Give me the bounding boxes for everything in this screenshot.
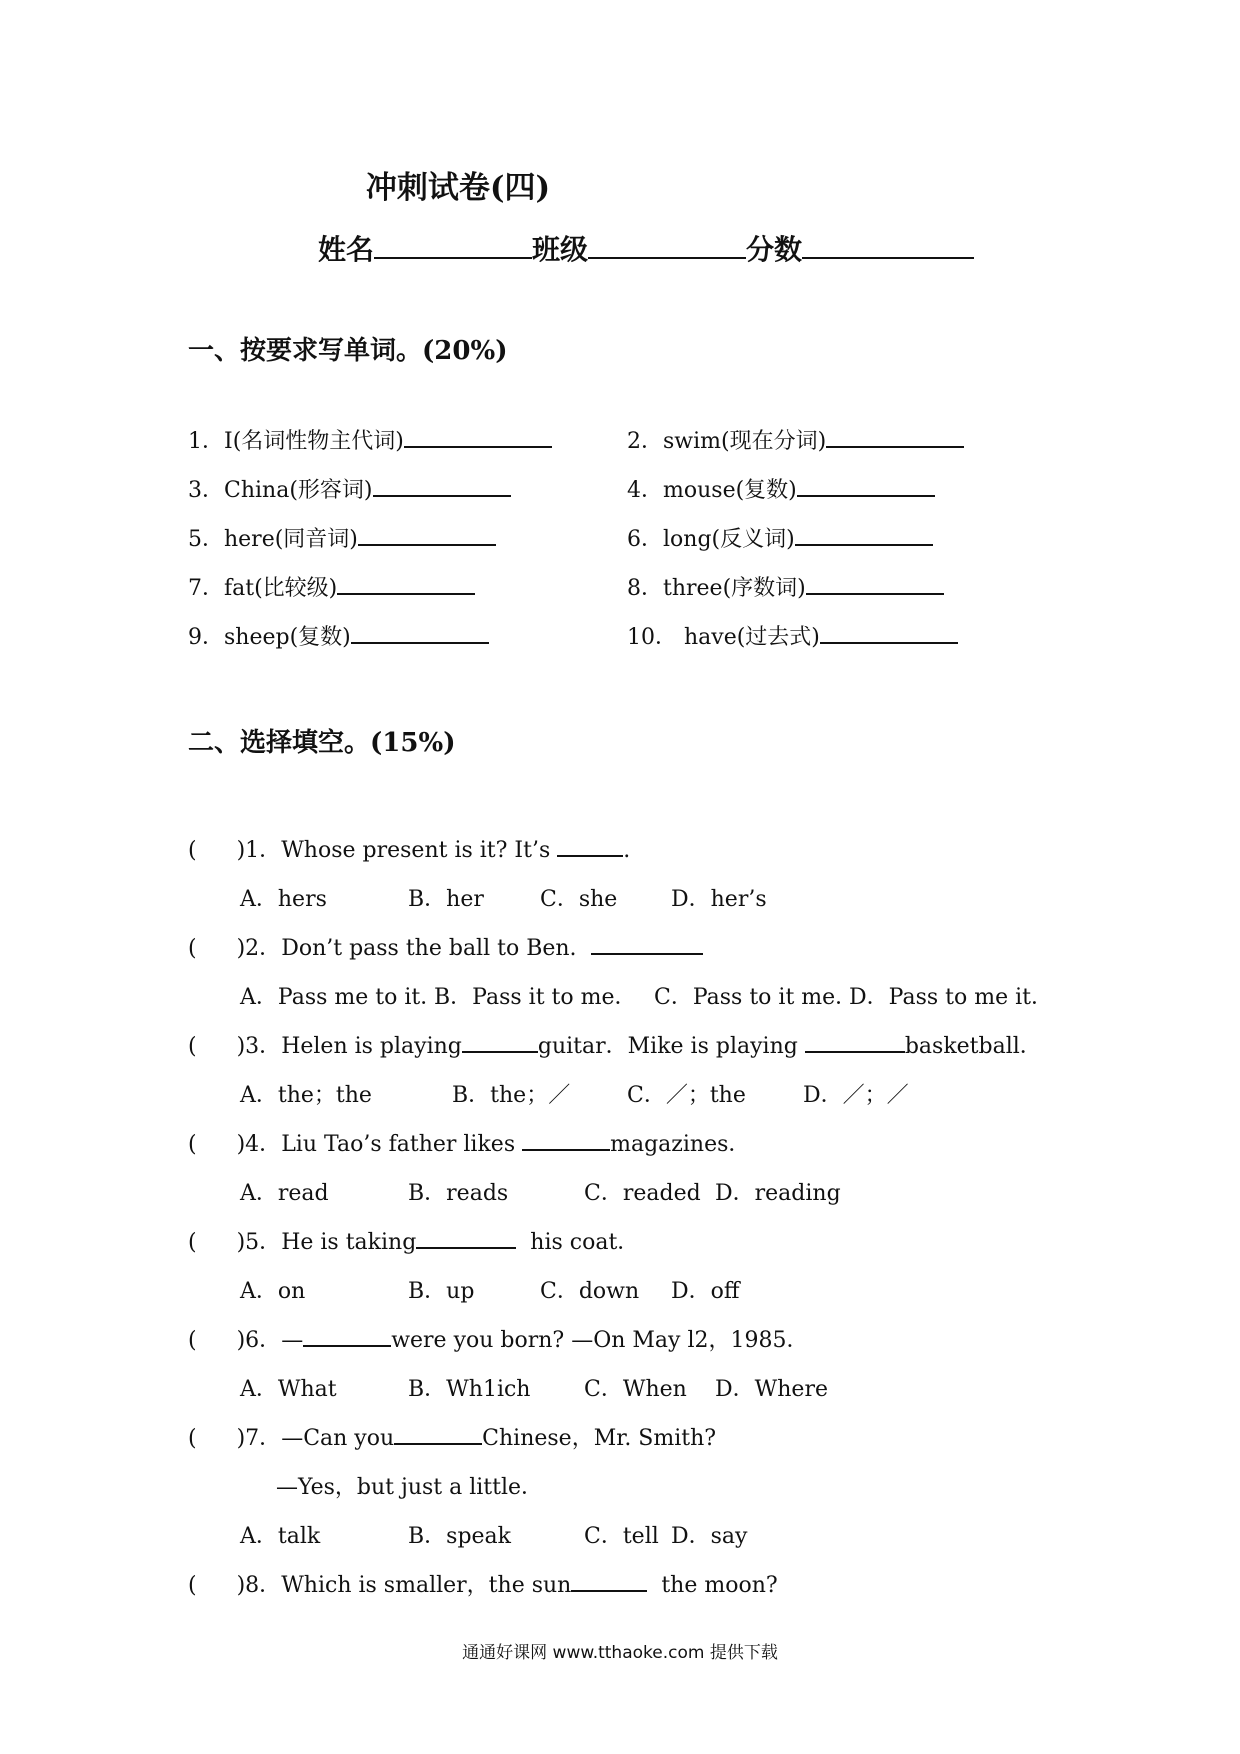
option-a[interactable]: A．the；the [240, 1083, 372, 1108]
answer-blank[interactable] [591, 931, 703, 955]
answer-blank[interactable] [394, 1421, 482, 1445]
option-d[interactable]: D．Where [715, 1377, 828, 1402]
option-c[interactable]: C．When [584, 1377, 687, 1402]
question-1: ( )1．Whose present is it? It’s . [188, 833, 630, 864]
answer-blank[interactable] [373, 473, 511, 497]
score-blank[interactable] [802, 233, 974, 259]
word-item: 3．China(形容词) [188, 473, 511, 504]
answer-blank[interactable] [557, 833, 623, 857]
page-footer: 通通好课网 www.tthaoke.com 提供下载 [462, 1643, 778, 1663]
answer-paren[interactable]: ( [188, 1328, 197, 1353]
option-b[interactable]: B．the；／ [452, 1083, 571, 1108]
option-b[interactable]: B．reads [408, 1181, 509, 1206]
answer-blank[interactable] [805, 1029, 905, 1053]
question-7-reply: —Yes，but just a little． [276, 1475, 544, 1500]
question-5: ( )5．He is taking his coat． [188, 1225, 639, 1256]
answer-blank[interactable] [795, 522, 933, 546]
option-a[interactable]: A．Pass me to it． [240, 985, 443, 1010]
word-item: 9．sheep(复数) [188, 620, 489, 651]
option-c[interactable]: C．down [540, 1279, 640, 1304]
word-item: 8．three(序数词) [627, 571, 944, 602]
question-7: ( )7．—Can you Chinese，Mr. Smith? [188, 1421, 716, 1452]
answer-blank[interactable] [358, 522, 496, 546]
question-6: ( )6．— were you born? —On May l2，1985． [188, 1323, 809, 1354]
word-item: 10． have(过去式) [627, 620, 958, 651]
option-b[interactable]: B．up [408, 1279, 475, 1304]
option-a[interactable]: A．read [240, 1181, 329, 1206]
option-b[interactable]: B．her [408, 887, 484, 912]
answer-blank[interactable] [820, 620, 958, 644]
option-a[interactable]: A．on [240, 1279, 306, 1304]
score-label: 分数 [746, 233, 803, 266]
word-item: 1．I(名词性物主代词) [188, 424, 552, 455]
option-d[interactable]: D．say [671, 1524, 748, 1549]
question-4: ( )4．Liu Tao’s father likes magazines． [188, 1127, 750, 1158]
word-item: 2．swim(现在分词) [627, 424, 964, 455]
class-blank[interactable] [588, 233, 746, 259]
answer-blank[interactable] [806, 571, 944, 595]
section2-heading: 二、选择填空。(15%) [188, 728, 456, 758]
option-d[interactable]: D．／；／ [803, 1083, 909, 1108]
question-8: ( )8．Which is smaller，the sun the moon? [188, 1568, 778, 1599]
page-title: 冲刺试卷(四) [365, 170, 551, 206]
section1-heading: 一、按要求写单词。(20%) [188, 336, 508, 366]
option-a[interactable]: A．hers [240, 887, 327, 912]
option-d[interactable]: D．her’s [671, 887, 767, 912]
word-item: 4．mouse(复数) [627, 473, 935, 504]
option-c[interactable]: C．／；the [627, 1083, 746, 1108]
option-a[interactable]: A．What [240, 1377, 337, 1402]
option-a[interactable]: A．talk [240, 1524, 321, 1549]
answer-blank[interactable] [416, 1225, 516, 1249]
answer-paren[interactable]: ( [188, 1132, 197, 1157]
word-item: 7．fat(比较级) [188, 571, 475, 602]
option-d[interactable]: D．off [671, 1279, 740, 1304]
name-label: 姓名 [318, 233, 375, 266]
answer-blank[interactable] [337, 571, 475, 595]
answer-blank[interactable] [404, 424, 552, 448]
option-d[interactable]: D．Pass to me it． [849, 985, 1053, 1010]
answer-blank[interactable] [522, 1127, 610, 1151]
class-label: 班级 [532, 233, 589, 266]
answer-blank[interactable] [797, 473, 935, 497]
option-c[interactable]: C．Pass to it me． [654, 985, 858, 1010]
question-2: ( )2．Don’t pass the ball to Ben. [188, 931, 703, 962]
option-b[interactable]: B．speak [408, 1524, 512, 1549]
answer-paren[interactable]: ( [188, 1573, 197, 1598]
option-c[interactable]: C．she [540, 887, 618, 912]
answer-paren[interactable]: ( [188, 1034, 197, 1059]
question-3: ( )3．Helen is playing guitar．Mike is playing basketball． [188, 1029, 1042, 1060]
answer-paren[interactable]: ( [188, 936, 197, 961]
option-b[interactable]: B．Wh1ich [408, 1377, 531, 1402]
student-info-line [318, 228, 974, 268]
answer-paren[interactable]: ( [188, 1230, 197, 1255]
answer-blank[interactable] [303, 1323, 391, 1347]
option-c[interactable]: C．readed [584, 1181, 701, 1206]
option-b[interactable]: B．Pass it to me． [434, 985, 637, 1010]
answer-blank[interactable] [571, 1568, 647, 1592]
word-item: 5．here(同音词) [188, 522, 496, 553]
answer-paren[interactable]: ( [188, 1426, 197, 1451]
word-item: 6．long(反义词) [627, 522, 933, 553]
option-c[interactable]: C．tell [584, 1524, 659, 1549]
answer-blank[interactable] [351, 620, 489, 644]
option-d[interactable]: D．reading [715, 1181, 841, 1206]
answer-paren[interactable]: ( [188, 838, 197, 863]
answer-blank[interactable] [826, 424, 964, 448]
name-blank[interactable] [374, 233, 532, 259]
answer-blank[interactable] [462, 1029, 538, 1053]
